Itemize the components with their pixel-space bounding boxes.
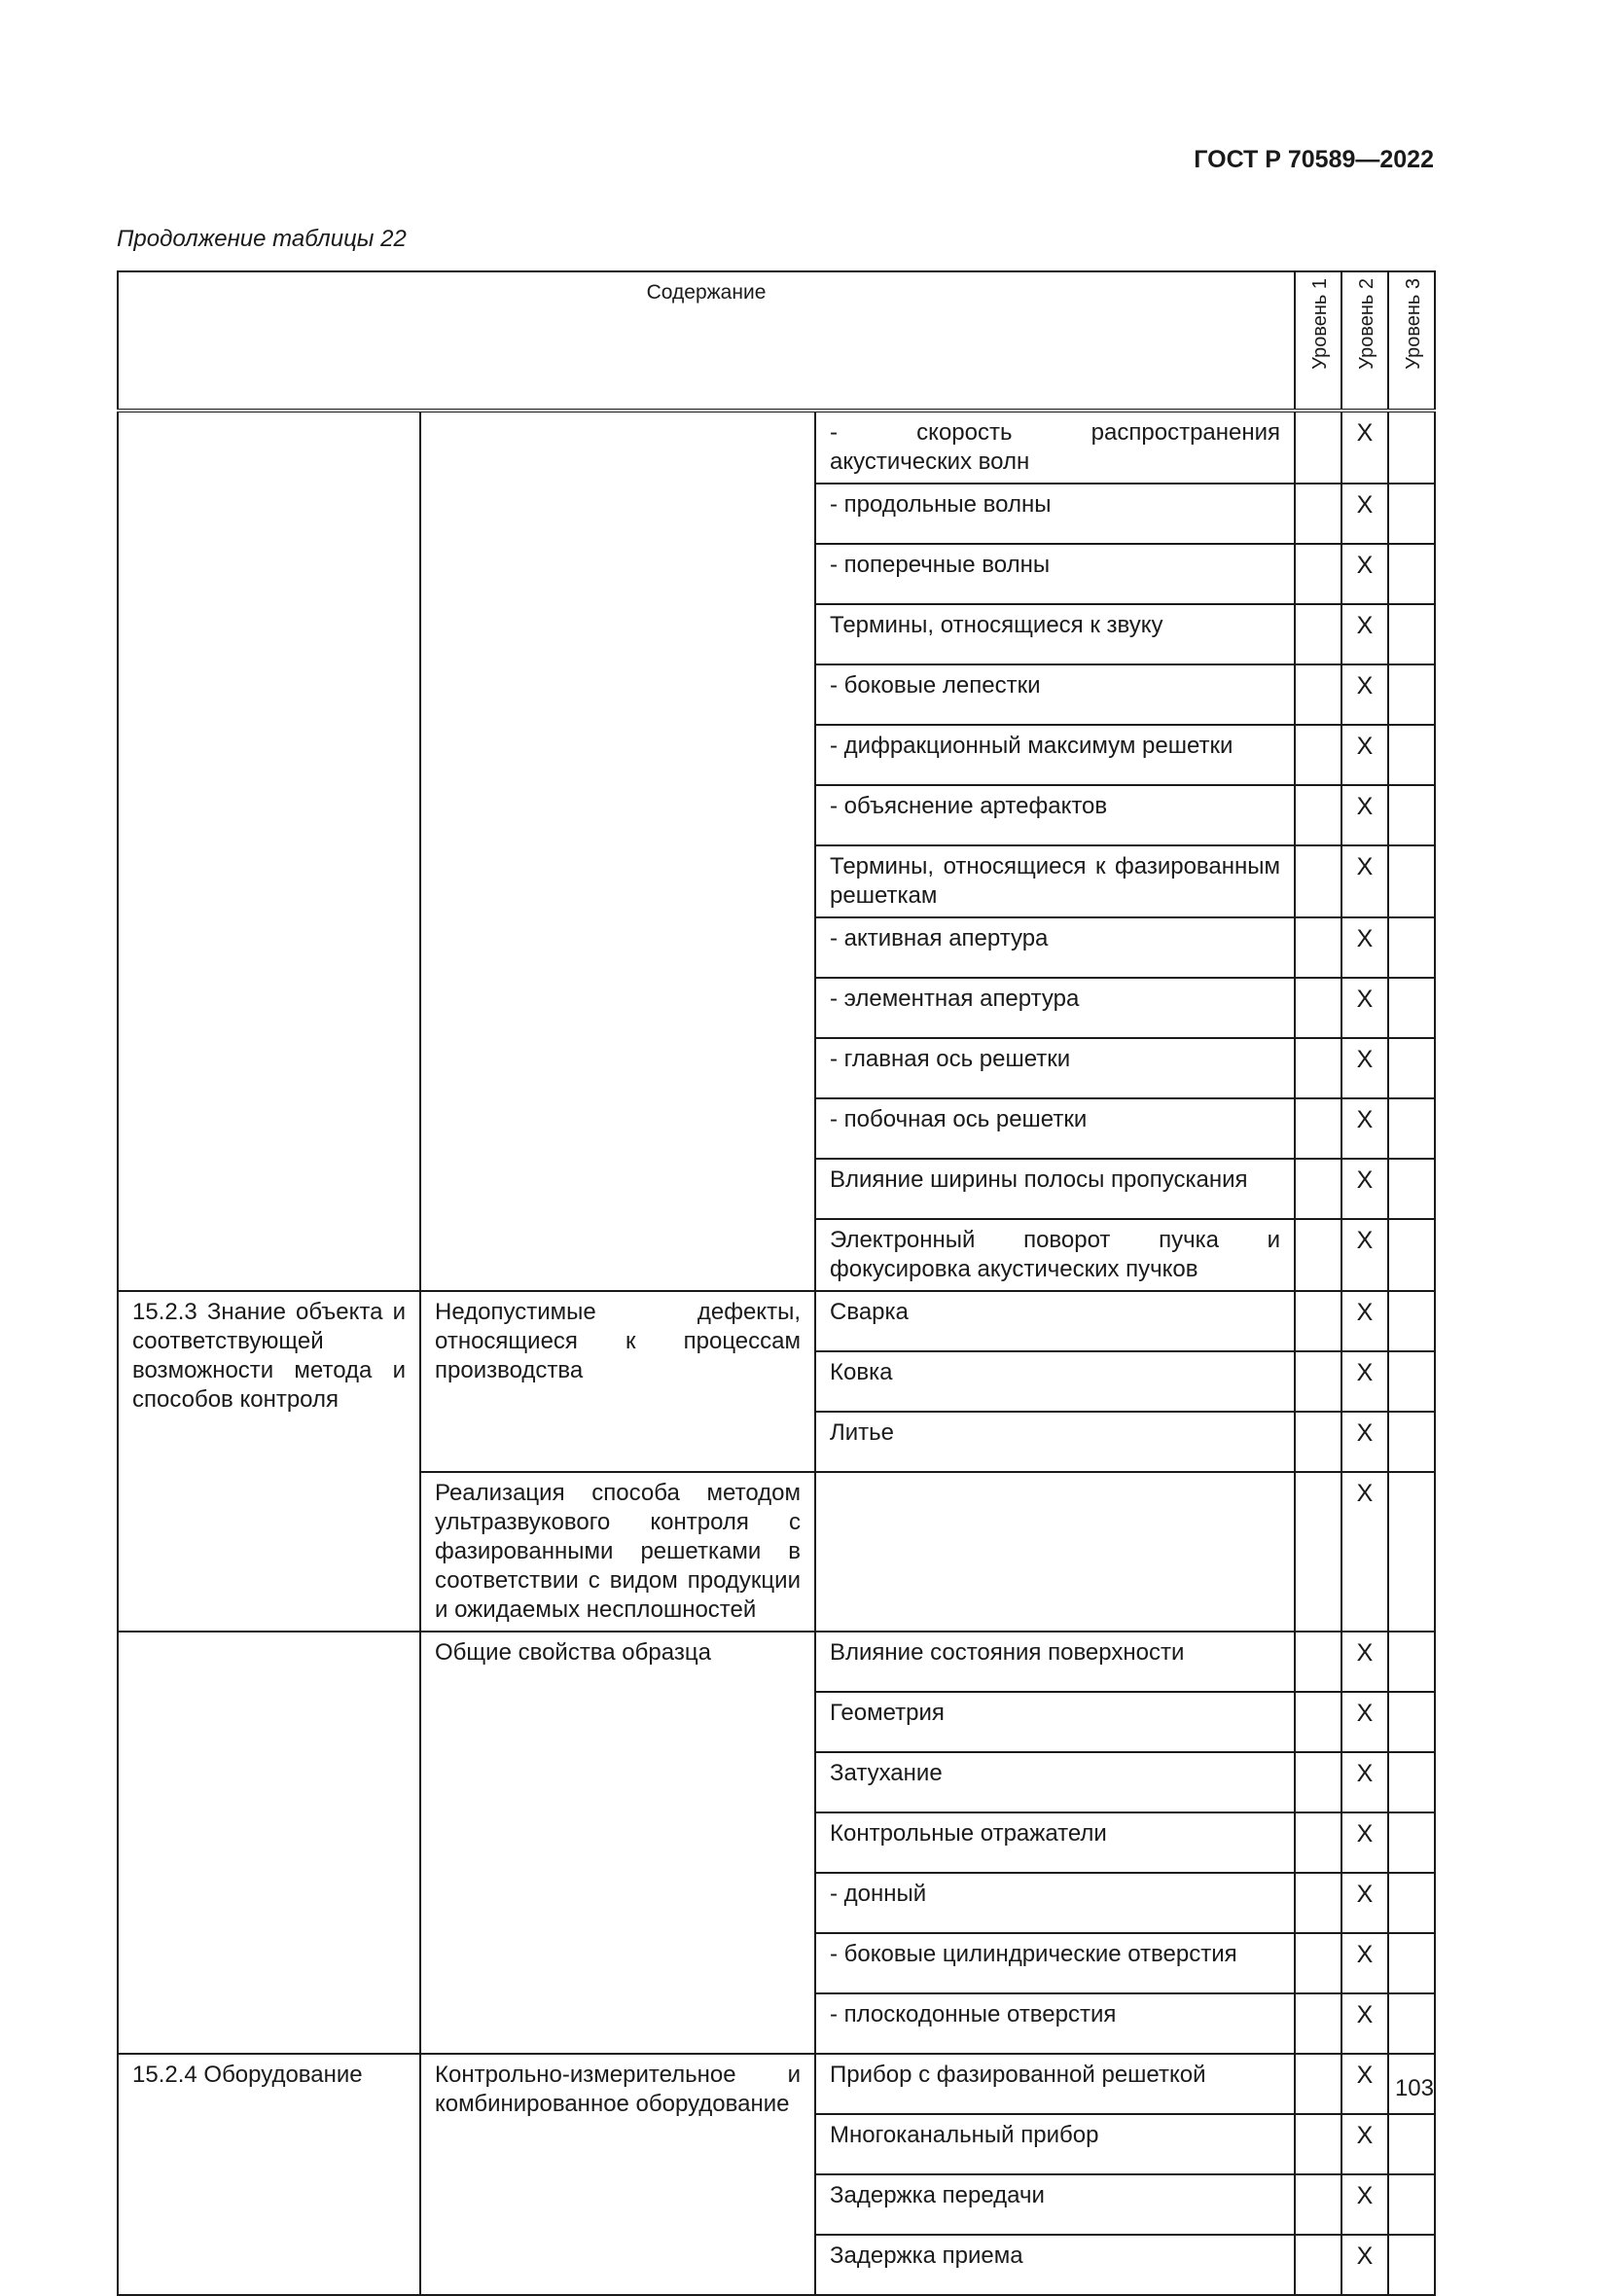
topic-cell xyxy=(118,411,420,1291)
level-1-cell xyxy=(1295,1219,1341,1291)
subtopic-cell: Контрольно-измерительное и комбинированное оборудование xyxy=(420,2054,815,2295)
level-2-mark: X xyxy=(1341,978,1388,1038)
topic-cell: 15.2.3 Знание объекта и соответствующей возможности метода и способов контроля xyxy=(118,1291,420,1632)
subtopic-cell: Реализация способа методом ультразвукового контроля с фазированными решетками в соответствии с видом продукции и ожидаемых несплошностей xyxy=(420,1472,815,1632)
level-3-cell xyxy=(1388,1812,1435,1873)
level-1-cell xyxy=(1295,604,1341,664)
level-3-cell xyxy=(1388,1291,1435,1351)
level-3-cell xyxy=(1388,1472,1435,1632)
level-2-mark: X xyxy=(1341,1351,1388,1412)
level-2-mark: X xyxy=(1341,1993,1388,2054)
content-cell: Электронный поворот пучка и фокусировка акустических пучков xyxy=(815,1219,1295,1291)
level-3-cell xyxy=(1388,1219,1435,1291)
level-3-cell xyxy=(1388,2235,1435,2295)
level-2-mark: X xyxy=(1341,1632,1388,1692)
level-3-cell xyxy=(1388,544,1435,604)
subtopic-cell xyxy=(420,411,815,1291)
content-cell: - продольные волны xyxy=(815,484,1295,544)
level-1-cell xyxy=(1295,1933,1341,1993)
level-2-mark: X xyxy=(1341,1291,1388,1351)
content-cell: Затухание xyxy=(815,1752,1295,1812)
level-1-cell xyxy=(1295,2235,1341,2295)
level-2-mark: X xyxy=(1341,1159,1388,1219)
level-2-mark: X xyxy=(1341,1472,1388,1632)
level-1-cell xyxy=(1295,664,1341,725)
level-3-cell xyxy=(1388,1159,1435,1219)
content-cell: Задержка приема xyxy=(815,2235,1295,2295)
content-cell: - боковые лепестки xyxy=(815,664,1295,725)
table-body xyxy=(118,271,1435,2295)
level-3-cell xyxy=(1388,1933,1435,1993)
level-3-cell xyxy=(1388,785,1435,845)
level-1-cell xyxy=(1295,1351,1341,1412)
content-cell xyxy=(815,1472,1295,1632)
header-level-3-label: Уровень 3 xyxy=(1403,278,1425,370)
content-cell: - боковые цилиндрические отверстия xyxy=(815,1933,1295,1993)
header-level-2-label: Уровень 2 xyxy=(1356,278,1378,370)
level-1-cell xyxy=(1295,1692,1341,1752)
level-1-cell xyxy=(1295,2054,1341,2114)
content-cell: - скорость распространения акустических волн xyxy=(815,411,1295,484)
level-1-cell xyxy=(1295,1873,1341,1933)
level-1-cell xyxy=(1295,1412,1341,1472)
level-1-cell xyxy=(1295,2174,1341,2235)
content-cell: - донный xyxy=(815,1873,1295,1933)
topic-cell xyxy=(118,1632,420,2054)
level-1-cell xyxy=(1295,544,1341,604)
content-cell: Прибор с фазированной решеткой xyxy=(815,2054,1295,2114)
content-cell: Литье xyxy=(815,1412,1295,1472)
level-1-cell xyxy=(1295,1098,1341,1159)
level-2-mark: X xyxy=(1341,1933,1388,1993)
level-1-cell xyxy=(1295,978,1341,1038)
level-3-cell xyxy=(1388,1351,1435,1412)
table-row xyxy=(118,2054,1435,2114)
level-2-mark: X xyxy=(1341,845,1388,917)
level-1-cell xyxy=(1295,1812,1341,1873)
table-row xyxy=(118,411,1435,484)
level-1-cell xyxy=(1295,785,1341,845)
content-cell: Термины, относящиеся к фазированным решеткам xyxy=(815,845,1295,917)
level-1-cell xyxy=(1295,1038,1341,1098)
header-level-3 xyxy=(1388,271,1435,411)
level-3-cell xyxy=(1388,604,1435,664)
level-2-mark: X xyxy=(1341,544,1388,604)
level-2-mark: X xyxy=(1341,917,1388,978)
level-1-cell xyxy=(1295,2114,1341,2174)
page-number: 103 xyxy=(1394,2075,1434,2101)
level-2-mark: X xyxy=(1341,1412,1388,1472)
level-2-mark: X xyxy=(1341,604,1388,664)
level-2-mark: X xyxy=(1341,2235,1388,2295)
level-2-mark: X xyxy=(1341,785,1388,845)
level-3-cell xyxy=(1388,978,1435,1038)
level-1-cell xyxy=(1295,1472,1341,1632)
level-2-mark: X xyxy=(1341,1038,1388,1098)
content-cell: - поперечные волны xyxy=(815,544,1295,604)
content-cell: - объяснение артефактов xyxy=(815,785,1295,845)
level-2-mark: X xyxy=(1341,1752,1388,1812)
level-2-mark: X xyxy=(1341,664,1388,725)
requirements-table xyxy=(117,270,1436,2296)
level-3-cell xyxy=(1388,1038,1435,1098)
level-3-cell xyxy=(1388,1692,1435,1752)
level-2-mark: X xyxy=(1341,2174,1388,2235)
header-level-2 xyxy=(1341,271,1388,411)
level-2-mark: X xyxy=(1341,1219,1388,1291)
level-3-cell xyxy=(1388,2174,1435,2235)
header-level-1-label: Уровень 1 xyxy=(1309,278,1332,370)
level-2-mark: X xyxy=(1341,1873,1388,1933)
level-3-cell xyxy=(1388,1632,1435,1692)
level-2-mark: X xyxy=(1341,1692,1388,1752)
content-cell: Сварка xyxy=(815,1291,1295,1351)
content-cell: - плоскодонные отверстия xyxy=(815,1993,1295,2054)
level-3-cell xyxy=(1388,411,1435,484)
level-1-cell xyxy=(1295,917,1341,978)
level-2-mark: X xyxy=(1341,484,1388,544)
level-3-cell xyxy=(1388,664,1435,725)
content-cell: - побочная ось решетки xyxy=(815,1098,1295,1159)
level-2-mark: X xyxy=(1341,2054,1388,2114)
topic-cell: 15.2.4 Оборудование xyxy=(118,2054,420,2295)
level-1-cell xyxy=(1295,845,1341,917)
content-cell: Ковка xyxy=(815,1351,1295,1412)
content-cell: Термины, относящиеся к звуку xyxy=(815,604,1295,664)
level-3-cell xyxy=(1388,1098,1435,1159)
content-cell: - активная апертура xyxy=(815,917,1295,978)
level-3-cell xyxy=(1388,1412,1435,1472)
level-2-mark: X xyxy=(1341,725,1388,785)
level-1-cell xyxy=(1295,1159,1341,1219)
level-3-cell xyxy=(1388,484,1435,544)
level-1-cell xyxy=(1295,725,1341,785)
content-cell: Влияние состояния поверхности xyxy=(815,1632,1295,1692)
content-cell: Многоканальный прибор xyxy=(815,2114,1295,2174)
level-3-cell xyxy=(1388,1752,1435,1812)
table-row xyxy=(118,1632,1435,1692)
content-cell: - элементная апертура xyxy=(815,978,1295,1038)
level-1-cell xyxy=(1295,1993,1341,2054)
subtopic-cell: Недопустимые дефекты, относящиеся к процессам производства xyxy=(420,1291,815,1472)
content-cell: Геометрия xyxy=(815,1692,1295,1752)
level-1-cell xyxy=(1295,411,1341,484)
table-caption: Продолжение таблицы 22 xyxy=(117,226,407,252)
level-2-mark: X xyxy=(1341,1098,1388,1159)
level-2-mark: X xyxy=(1341,1812,1388,1873)
level-3-cell xyxy=(1388,1993,1435,2054)
content-cell: - главная ось решетки xyxy=(815,1038,1295,1098)
content-cell: Контрольные отражатели xyxy=(815,1812,1295,1873)
level-1-cell xyxy=(1295,484,1341,544)
table-row xyxy=(118,1291,1435,1351)
subtopic-cell: Общие свойства образца xyxy=(420,1632,815,2054)
level-2-mark: X xyxy=(1341,411,1388,484)
level-2-mark: X xyxy=(1341,2114,1388,2174)
content-cell: - дифракционный максимум решетки xyxy=(815,725,1295,785)
document-code: ГОСТ Р 70589—2022 xyxy=(1194,146,1434,173)
level-3-cell xyxy=(1388,2114,1435,2174)
level-1-cell xyxy=(1295,1291,1341,1351)
level-3-cell xyxy=(1388,725,1435,785)
header-content: Содержание xyxy=(118,271,1295,411)
content-cell: Влияние ширины полосы пропускания xyxy=(815,1159,1295,1219)
level-1-cell xyxy=(1295,1752,1341,1812)
content-cell: Задержка передачи xyxy=(815,2174,1295,2235)
level-3-cell xyxy=(1388,845,1435,917)
level-1-cell xyxy=(1295,1632,1341,1692)
table-header-row xyxy=(118,271,1435,411)
header-level-1 xyxy=(1295,271,1341,411)
level-3-cell xyxy=(1388,1873,1435,1933)
level-3-cell xyxy=(1388,917,1435,978)
